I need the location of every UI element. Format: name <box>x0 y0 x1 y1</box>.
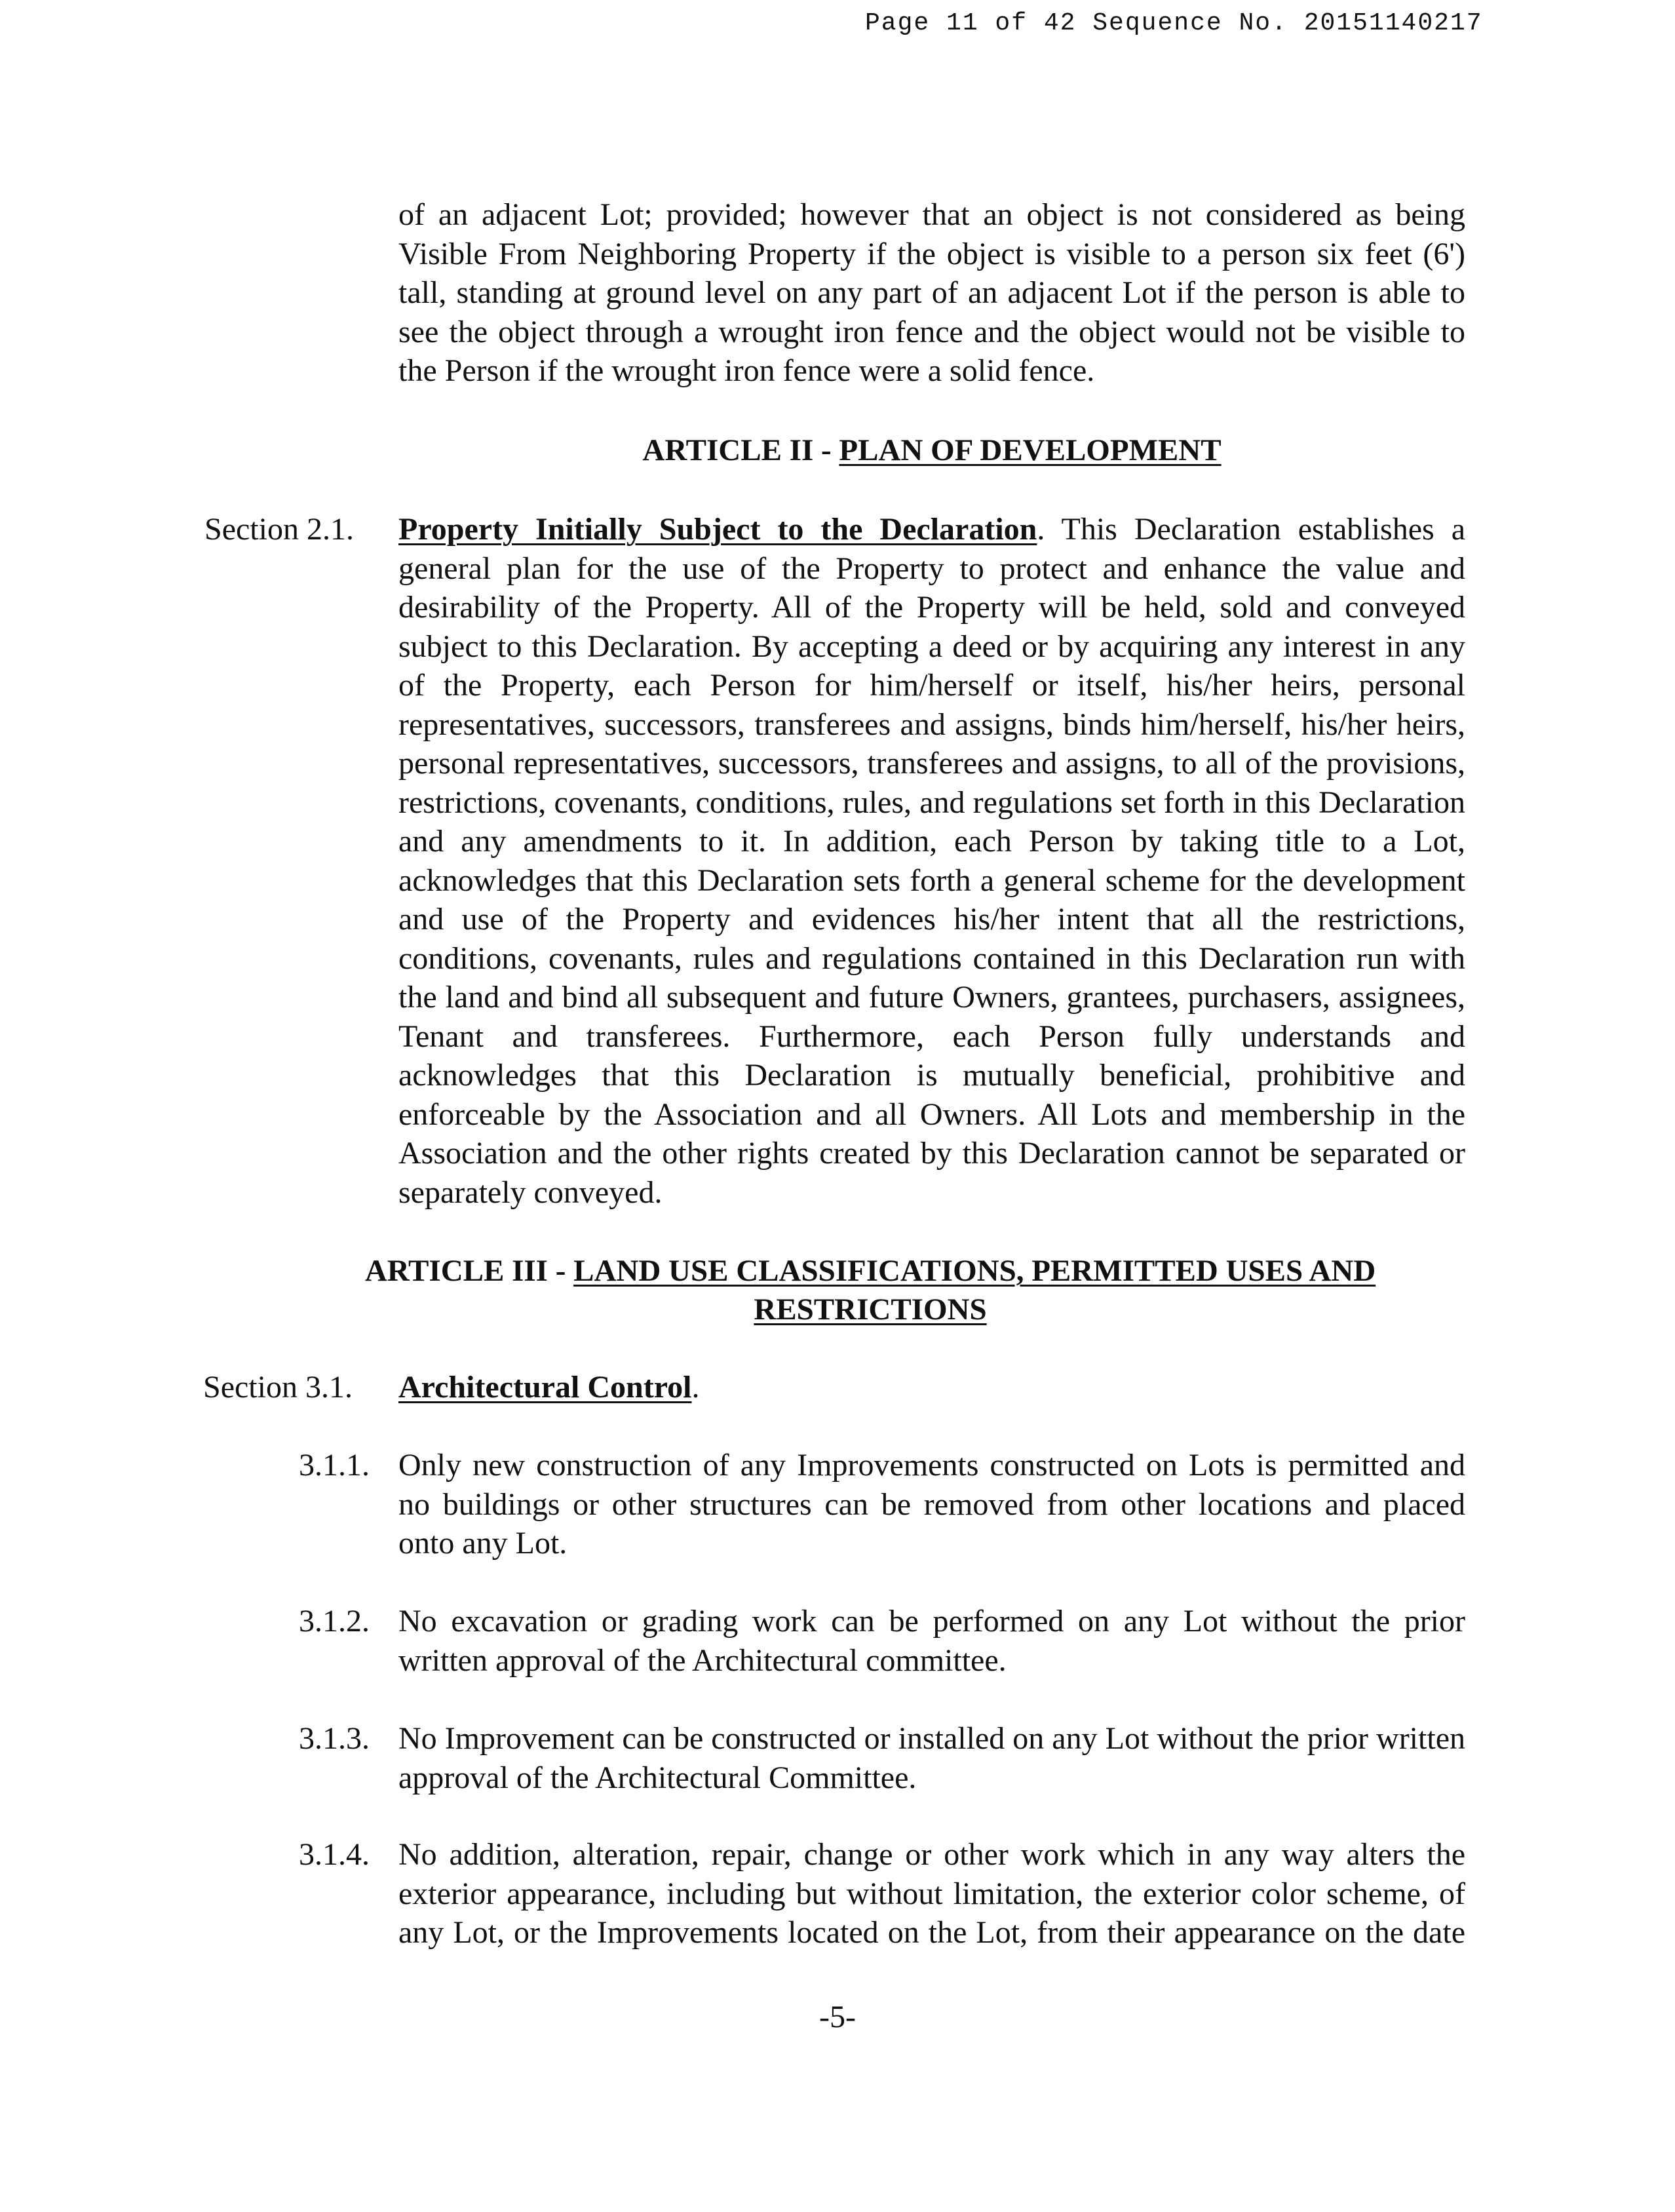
subsection-number: 3.1.4. <box>299 1837 370 1872</box>
page-header: Page 11 of 42 Sequence No. 20151140217 <box>865 9 1483 37</box>
section-3-1-title: Architectural Control <box>398 1370 692 1405</box>
page-number: -5- <box>819 2000 856 2034</box>
section-3-1-period: . <box>691 1370 700 1405</box>
section-2-1-paragraph <box>398 510 1465 1212</box>
subsection-number: 3.1.2. <box>299 1604 370 1639</box>
subsection-text: No excavation or grading work can be performed on any Lot without the prior written approval of the Architectural committee. <box>398 1604 1465 1678</box>
subsection-text: Only new construction of any Improvements constructed on Lots is permitted and no buildings or other structures can be removed from other locations and placed onto any Lot. <box>398 1448 1465 1561</box>
intro-paragraph: of an adjacent Lot; provided; however that an object is not considered as being Visible From Neighboring Property if the object is visible to a person six feet (6') tall, standing at ground level on any part of an adjacent Lot if the person is able to see the object through a wrought iron fence and the object would not be visible to the Person if the wrought iron fence were a solid fence. <box>398 197 1465 388</box>
section-2-1-body: . This Declaration establishes a general plan for the use of the Property to protect and enhance the value and desirability of the Property. All of the Property will be held, sold and conveyed subject to this Declaration. By accepting a deed or by acquiring any interest in any of the Property, each Person for him/herself or itself, his/her heirs, personal representatives, successors, transferees and assigns, binds him/herself, his/her heirs, personal representatives, successors, transferees and assigns, to all of the provisions, restrictions, covenants, conditions, rules, and regulations set forth in this Declaration and any amendments to it. In addition, each Person by taking title to a Lot, acknowledges that this Declaration sets forth a general scheme for the development and use of the Property and evidences his/her intent that all the restrictions, conditions, covenants, rules and regulations contained in this Declaration run with the land and bind all subsequent and future Owners, grantees, purchasers, assignees, Tenant and transferees. Furthermore, each Person fully understands and acknowledges that this Declaration is mutually beneficial, prohibitive and enforceable by the Association and all Owners. All Lots and membership in the Association and the other rights created by this Declaration cannot be separated or separately conveyed. <box>398 512 1466 1210</box>
section-2-1-label: Section 2.1. <box>204 512 354 547</box>
article-3-title-line1: LAND USE CLASSIFICATIONS, PERMITTED USES AND <box>573 1254 1376 1288</box>
article-2-title: PLAN OF DEVELOPMENT <box>839 433 1222 467</box>
article-2-heading <box>398 431 1465 470</box>
article-3-prefix: ARTICLE III - <box>364 1254 574 1288</box>
section-3-1-heading <box>398 1368 699 1407</box>
subsection-number: 3.1.1. <box>299 1448 370 1483</box>
section-2-1-title: Property Initially Subject to the Declaration <box>398 512 1037 547</box>
subsection-text: No addition, alteration, repair, change or other work which in any way alters the exterior appearance, including but without limitation, the exterior color scheme, of any Lot, or the Improvements located on the Lot, from their appearance on the date <box>398 1837 1465 1950</box>
article-2-prefix: ARTICLE II - <box>642 433 839 467</box>
subsection-text: No Improvement can be constructed or installed on any Lot without the prior written approval of the Architectural Committee. <box>398 1721 1465 1795</box>
article-3-title-line2: RESTRICTIONS <box>754 1292 987 1327</box>
subsection-number: 3.1.3. <box>299 1721 370 1756</box>
section-3-1-label: Section 3.1. <box>203 1370 353 1405</box>
article-3-heading <box>275 1252 1465 1329</box>
